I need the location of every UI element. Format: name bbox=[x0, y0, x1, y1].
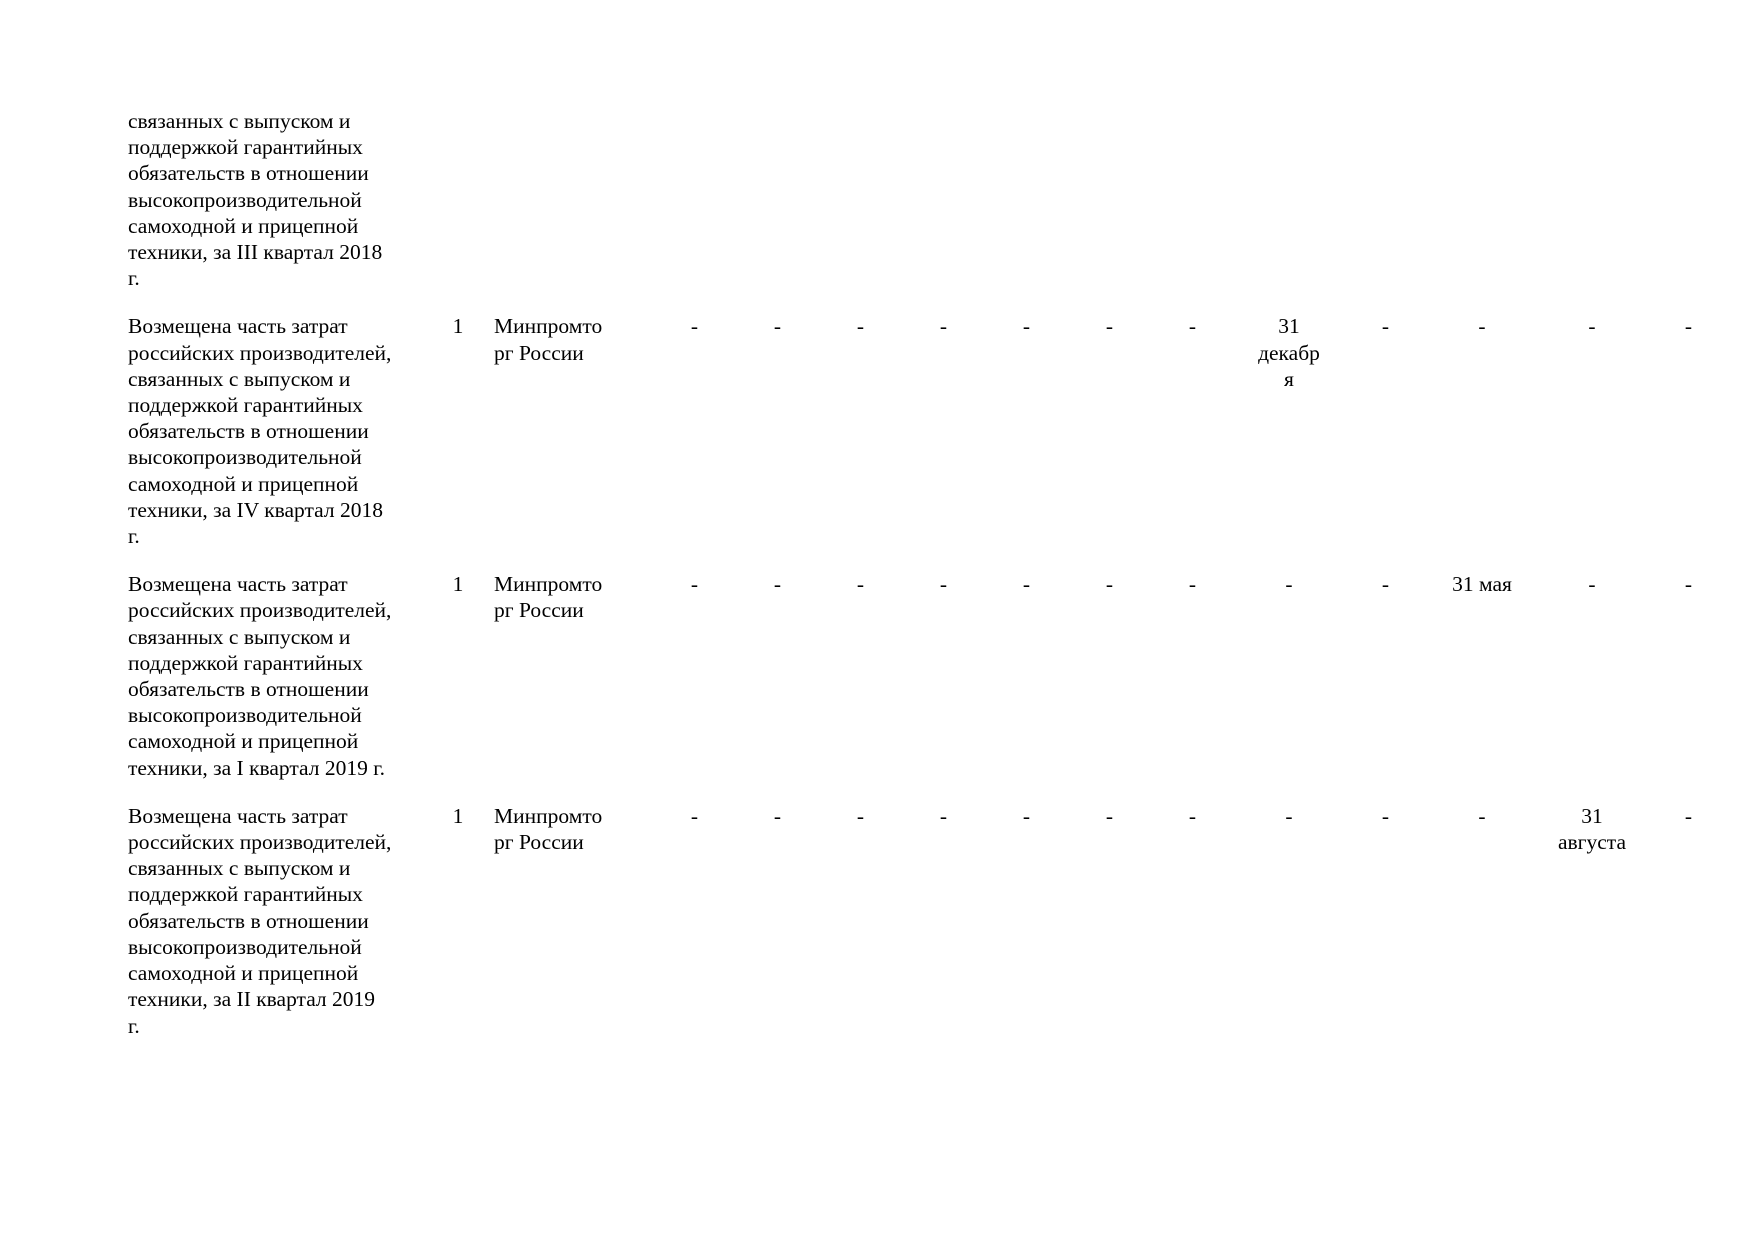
cell-empty bbox=[819, 313, 902, 549]
dash-mark: - bbox=[773, 314, 782, 339]
cell-empty bbox=[1647, 108, 1730, 291]
cell-empty bbox=[1344, 108, 1427, 291]
date-line: августа bbox=[1557, 830, 1626, 855]
cell-empty bbox=[1537, 313, 1647, 549]
cell-empty bbox=[736, 313, 819, 549]
cell-empty bbox=[1730, 108, 1754, 291]
description-line: поддержкой гарантийных bbox=[128, 882, 363, 907]
cell-empty bbox=[1537, 108, 1647, 291]
dash-mark: - bbox=[1588, 314, 1596, 339]
cell-empty bbox=[1647, 313, 1730, 549]
description-line: связанных с выпуском и bbox=[128, 109, 351, 133]
cell-description bbox=[128, 803, 428, 1039]
dash-mark: - bbox=[1684, 314, 1693, 339]
cell-executor bbox=[488, 571, 653, 781]
cell-empty bbox=[985, 803, 1068, 1039]
description-line: обязательств в отношении bbox=[128, 419, 369, 444]
dash-mark: - bbox=[1478, 803, 1486, 828]
cell-empty bbox=[985, 108, 1068, 291]
cell-empty bbox=[1730, 313, 1754, 549]
description-line: Возмещена часть затрат bbox=[128, 572, 348, 597]
dash-mark: - bbox=[773, 572, 782, 597]
description-line: Возмещена часть затрат bbox=[128, 314, 348, 339]
cell-description bbox=[128, 571, 428, 781]
description-line: российских производителей, bbox=[128, 598, 392, 623]
description-line: техники, за II квартал 2019 bbox=[128, 987, 376, 1012]
description-line: поддержкой гарантийных bbox=[128, 650, 363, 675]
cell-quantity: 1 bbox=[452, 314, 464, 339]
table-row-spacer-cell bbox=[128, 291, 1754, 313]
executor-line: Минпромто bbox=[494, 314, 603, 339]
description-line: самоходной и прицепной bbox=[128, 961, 359, 986]
cell-empty bbox=[653, 108, 736, 291]
description-line: связанных с выпуском и bbox=[128, 366, 351, 391]
dash-mark: - bbox=[939, 572, 948, 597]
cell-empty bbox=[1151, 108, 1234, 291]
dash-mark: - bbox=[1105, 572, 1114, 597]
cell-description bbox=[128, 108, 428, 291]
description-line: поддержкой гарантийных bbox=[128, 393, 363, 418]
date-line: 31 bbox=[1278, 314, 1300, 339]
cell-executor bbox=[488, 108, 653, 291]
dash-mark: - bbox=[1588, 572, 1596, 597]
description-line: связанных с выпуском и bbox=[128, 856, 351, 881]
cell-empty bbox=[736, 108, 819, 291]
table-row-spacer bbox=[128, 549, 1754, 571]
dash-mark: - bbox=[1022, 803, 1031, 828]
cell-empty bbox=[1234, 571, 1344, 781]
cell-empty bbox=[1730, 571, 1754, 781]
table-row bbox=[128, 108, 1754, 291]
cell-empty bbox=[653, 313, 736, 549]
cell-empty bbox=[1427, 313, 1537, 549]
description-line: обязательств в отношении bbox=[128, 161, 369, 186]
table-row-spacer-cell bbox=[128, 781, 1754, 803]
description-line: техники, за III квартал 2018 bbox=[128, 240, 383, 265]
cell-empty bbox=[1151, 571, 1234, 781]
date-line: декабр bbox=[1258, 340, 1320, 365]
dash-mark: - bbox=[1478, 314, 1486, 339]
dash-mark: - bbox=[1285, 572, 1293, 597]
dash-mark: - bbox=[1188, 803, 1197, 828]
cell-empty bbox=[902, 571, 985, 781]
description-line: высокопроизводительной bbox=[128, 445, 362, 470]
cell-empty bbox=[1537, 571, 1647, 781]
cell-empty bbox=[819, 803, 902, 1039]
cell-empty bbox=[653, 803, 736, 1039]
cell-description bbox=[128, 313, 428, 549]
description-line: обязательств в отношении bbox=[128, 677, 369, 702]
dash-mark: - bbox=[939, 803, 948, 828]
dash-mark: - bbox=[856, 572, 865, 597]
cell-empty bbox=[1344, 803, 1427, 1039]
description-line: г. bbox=[128, 1013, 140, 1038]
cell-empty bbox=[819, 571, 902, 781]
cell-empty bbox=[902, 803, 985, 1039]
table-row bbox=[128, 313, 1754, 549]
cell-empty bbox=[736, 571, 819, 781]
dash-mark: - bbox=[1285, 803, 1293, 828]
description-line: самоходной и прицепной bbox=[128, 471, 359, 496]
cell-empty bbox=[1068, 108, 1151, 291]
dash-mark: - bbox=[1022, 314, 1031, 339]
cell-empty bbox=[1344, 313, 1427, 549]
cell-date bbox=[1427, 571, 1537, 781]
description-line: высокопроизводительной bbox=[128, 934, 362, 959]
date-line: 31 мая bbox=[1452, 572, 1512, 597]
executor-line: Минпромто bbox=[494, 572, 603, 597]
dash-mark: - bbox=[773, 803, 782, 828]
cell-empty bbox=[1151, 313, 1234, 549]
cell-empty bbox=[902, 313, 985, 549]
dash-mark: - bbox=[856, 314, 865, 339]
description-line: связанных с выпуском и bbox=[128, 624, 351, 649]
table-row-spacer bbox=[128, 781, 1754, 803]
dash-mark: - bbox=[1684, 572, 1693, 597]
cell-empty bbox=[653, 571, 736, 781]
dash-mark: - bbox=[1381, 314, 1390, 339]
table-row bbox=[128, 803, 1754, 1039]
dash-mark: - bbox=[690, 572, 699, 597]
description-line: поддержкой гарантийных bbox=[128, 135, 363, 160]
cell-empty bbox=[1234, 108, 1344, 291]
cell-empty bbox=[1234, 803, 1344, 1039]
description-line: обязательств в отношении bbox=[128, 908, 369, 933]
table-row-spacer bbox=[128, 291, 1754, 313]
dash-mark: - bbox=[1188, 572, 1197, 597]
description-line: г. bbox=[128, 266, 140, 291]
date-line: я bbox=[1284, 366, 1294, 391]
dash-mark: - bbox=[690, 803, 699, 828]
description-line: самоходной и прицепной bbox=[128, 213, 359, 238]
cell-empty bbox=[1068, 803, 1151, 1039]
cell-empty bbox=[1427, 108, 1537, 291]
cell-executor bbox=[488, 313, 653, 549]
cell-empty bbox=[1427, 803, 1537, 1039]
dash-mark: - bbox=[1188, 314, 1197, 339]
cell-empty bbox=[1068, 313, 1151, 549]
cell-empty bbox=[985, 313, 1068, 549]
cell-empty bbox=[736, 803, 819, 1039]
executor-line: рг России bbox=[494, 598, 584, 623]
dash-mark: - bbox=[1684, 803, 1693, 828]
dash-mark: - bbox=[1381, 803, 1390, 828]
cell-empty bbox=[1068, 571, 1151, 781]
cell-executor bbox=[488, 803, 653, 1039]
description-line: высокопроизводительной bbox=[128, 703, 362, 728]
report-table-body bbox=[128, 108, 1754, 1039]
date-line: 31 bbox=[1581, 803, 1603, 828]
cell-empty bbox=[819, 108, 902, 291]
cell-empty bbox=[1647, 803, 1730, 1039]
cell-quantity bbox=[428, 108, 488, 291]
cell-quantity: 1 bbox=[452, 803, 464, 828]
cell-empty bbox=[902, 108, 985, 291]
table-row-spacer-cell bbox=[128, 549, 1754, 571]
cell-empty bbox=[985, 571, 1068, 781]
dash-mark: - bbox=[1022, 572, 1031, 597]
dash-mark: - bbox=[856, 803, 865, 828]
cell-quantity: 1 bbox=[452, 572, 464, 597]
description-line: Возмещена часть затрат bbox=[128, 803, 348, 828]
report-table bbox=[128, 108, 1754, 1039]
description-line: техники, за I квартал 2019 г. bbox=[128, 755, 386, 780]
cell-date bbox=[1537, 803, 1647, 1039]
dash-mark: - bbox=[690, 314, 699, 339]
executor-line: рг России bbox=[494, 830, 584, 855]
description-line: российских производителей, bbox=[128, 340, 392, 365]
cell-date bbox=[1234, 313, 1344, 549]
cell-empty bbox=[1647, 571, 1730, 781]
dash-mark: - bbox=[1105, 314, 1114, 339]
cell-empty bbox=[1730, 803, 1754, 1039]
description-line: высокопроизводительной bbox=[128, 187, 362, 212]
dash-mark: - bbox=[939, 314, 948, 339]
dash-mark: - bbox=[1105, 803, 1114, 828]
cell-empty bbox=[1151, 803, 1234, 1039]
executor-line: рг России bbox=[494, 340, 584, 365]
description-line: российских производителей, bbox=[128, 830, 392, 855]
executor-line: Минпромто bbox=[494, 803, 603, 828]
dash-mark: - bbox=[1381, 572, 1390, 597]
description-line: техники, за IV квартал 2018 bbox=[128, 497, 384, 522]
cell-empty bbox=[1344, 571, 1427, 781]
table-row bbox=[128, 571, 1754, 781]
description-line: г. bbox=[128, 524, 140, 549]
description-line: самоходной и прицепной bbox=[128, 729, 359, 754]
